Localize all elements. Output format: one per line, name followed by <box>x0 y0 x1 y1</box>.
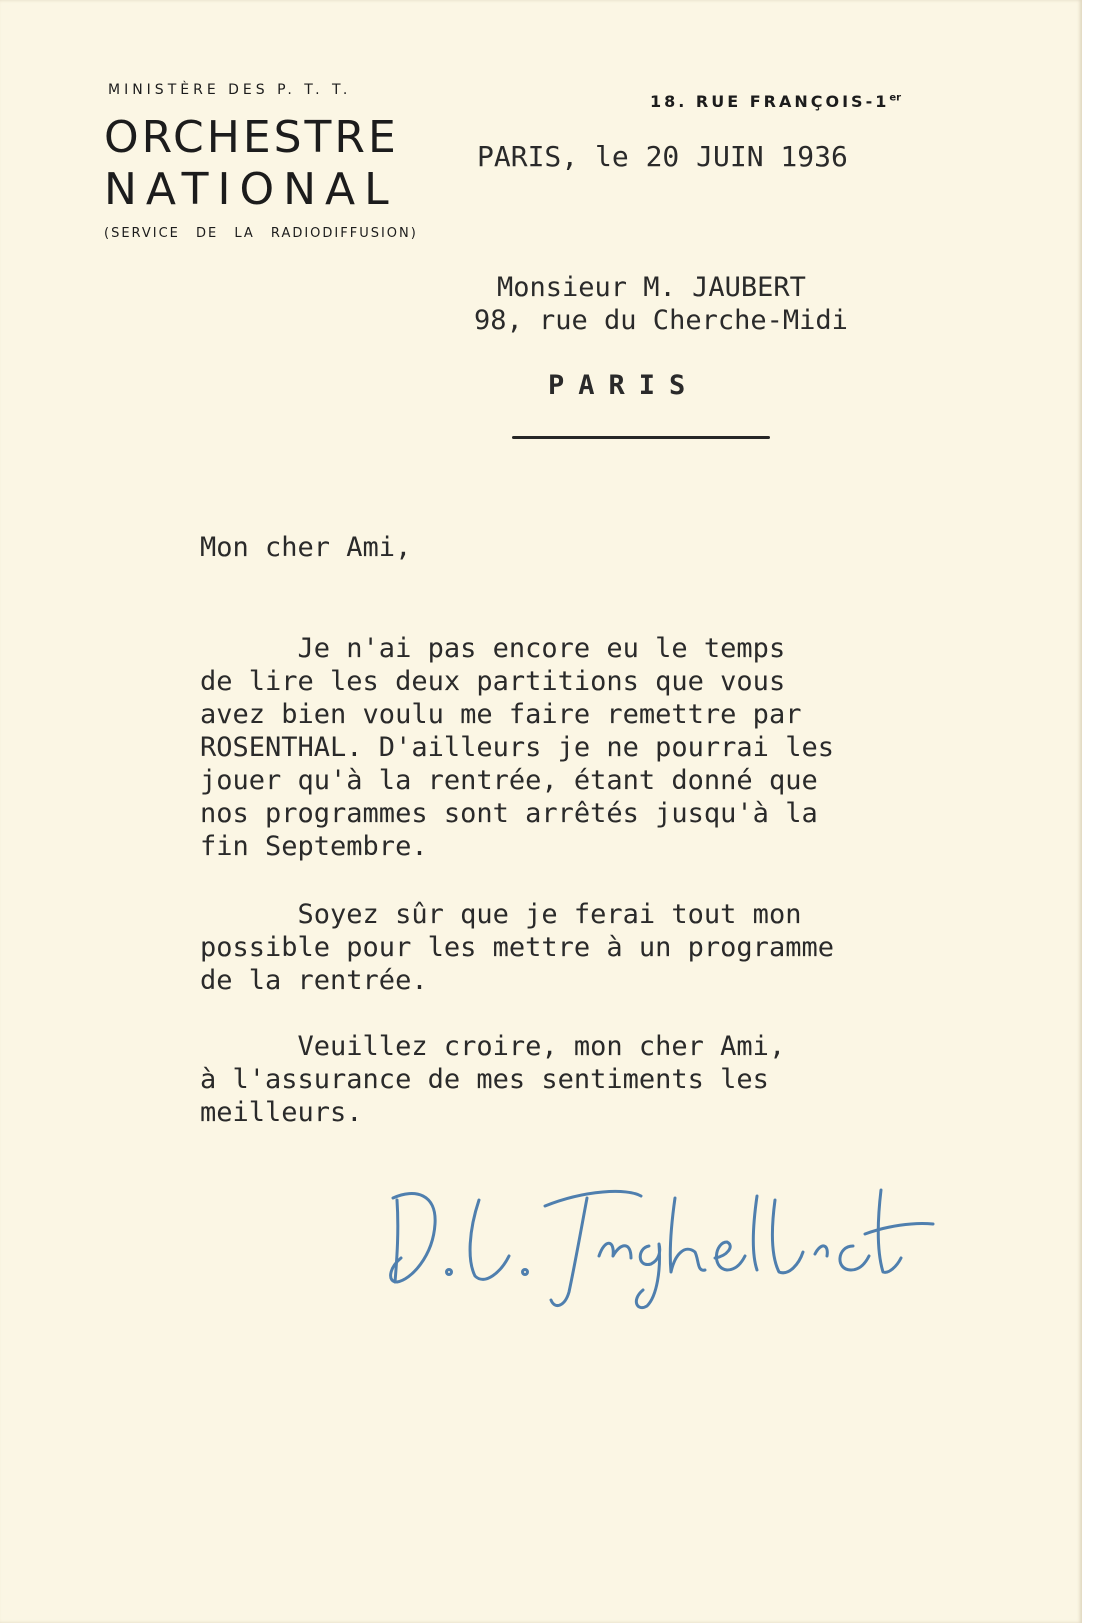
handwritten-signature <box>375 1160 955 1310</box>
letterhead-service: (SERVICE DE LA RADIODIFFUSION) <box>104 226 418 241</box>
body-line: de lire les deux partitions que vous <box>200 666 786 697</box>
recipient-city: PARIS <box>548 370 700 401</box>
body-line: Soyez sûr que je ferai tout mon <box>200 899 802 930</box>
body-line: Je n'ai pas encore eu le temps <box>200 633 786 664</box>
closing-paragraph <box>200 1030 785 1129</box>
letterhead-name-line2: NATIONAL <box>104 164 398 215</box>
body-line: ROSENTHAL. D'ailleurs je ne pourrai les <box>200 732 834 763</box>
body-line: jouer qu'à la rentrée, étant donné que <box>200 765 818 796</box>
salutation: Mon cher Ami, <box>200 532 412 563</box>
body-line: Veuillez croire, mon cher Ami, <box>200 1031 786 1062</box>
dateline: PARIS, le 20 JUIN 1936 <box>477 140 848 173</box>
recipient-name: Monsieur M. JAUBERT <box>497 272 806 303</box>
scan-margin <box>1082 0 1098 1623</box>
body-line: nos programmes sont arrêtés jusqu'à la <box>200 798 818 829</box>
body-line: de la rentrée. <box>200 965 428 996</box>
body-line: possible pour les mettre à un programme <box>200 932 834 963</box>
recipient-street: 98, rue du Cherche-Midi <box>474 305 848 336</box>
body-line: avez bien voulu me faire remettre par <box>200 699 802 730</box>
letterhead-ministry: MINISTÈRE DES P. T. T. <box>108 82 352 98</box>
body-line: fin Septembre. <box>200 831 428 862</box>
letterhead-name-line1: ORCHESTRE <box>104 112 399 163</box>
body-line: à l'assurance de mes sentiments les <box>200 1064 769 1095</box>
body-paragraph-1 <box>200 632 834 863</box>
address-underline <box>512 436 770 439</box>
letterhead-address: 18. RUE FRANÇOIS-1er <box>650 92 902 111</box>
body-paragraph-2 <box>200 898 834 997</box>
body-line: meilleurs. <box>200 1097 363 1128</box>
